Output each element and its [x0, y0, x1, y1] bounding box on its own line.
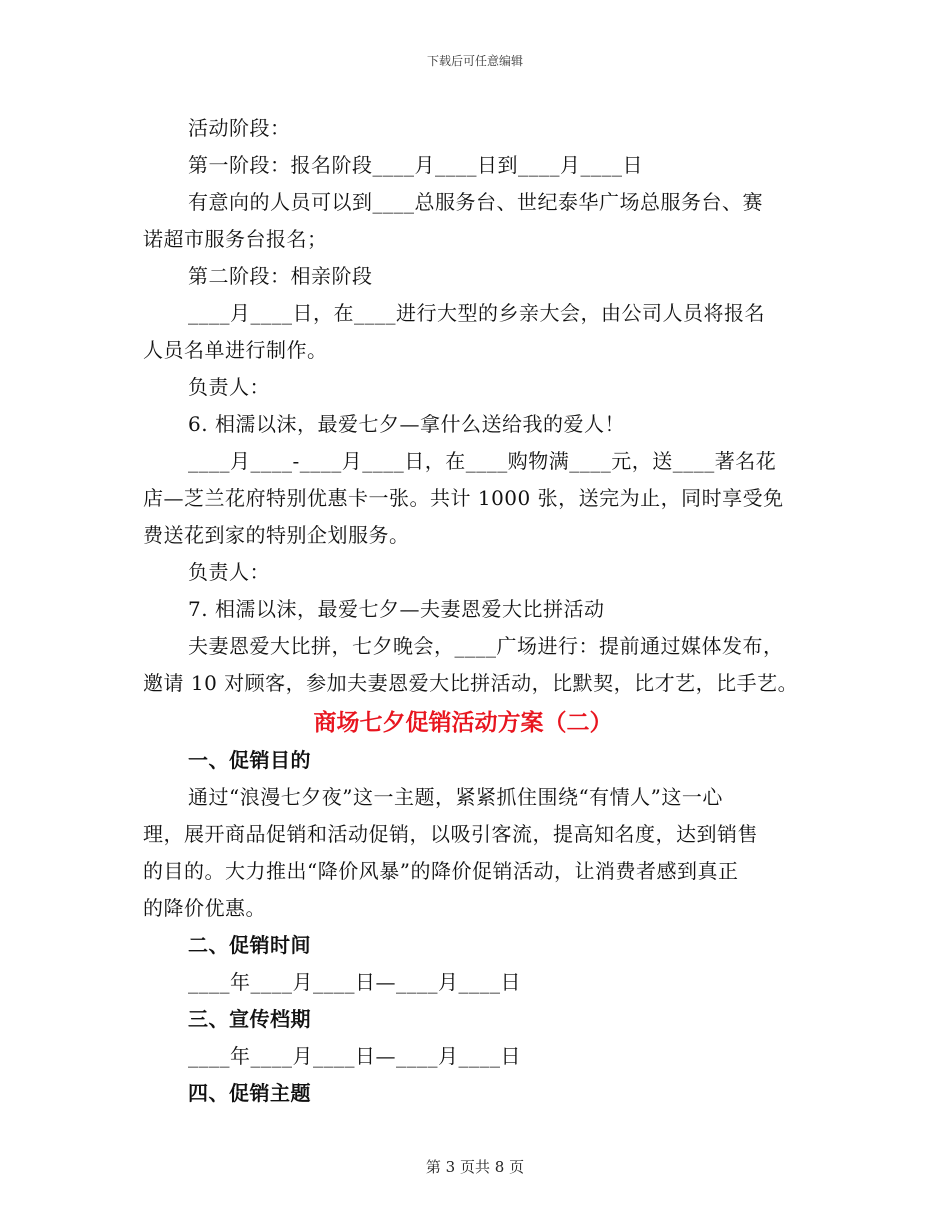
paragraph-line: ____年____月____日—____月____日 — [188, 970, 521, 994]
paragraph-line: 活动阶段： — [188, 116, 291, 140]
page-footer: 第 3 页共 8 页 — [425, 1158, 525, 1176]
section-heading: 四、促销主题 — [188, 1081, 311, 1105]
page-header: 下载后可任意编辑 — [426, 54, 523, 68]
paragraph-line: 店—芝兰花府特别优惠卡一张。共计 1000 张，送完为止，同时享受免 — [143, 486, 784, 510]
paragraph-line: 人员名单进行制作。 — [143, 338, 328, 362]
paragraph-line: 费送花到家的特别企划服务。 — [143, 523, 410, 547]
document-title: 商场七夕促销活动方案（二） — [313, 709, 613, 736]
paragraph-line: 的降价优惠。 — [143, 896, 266, 920]
section-item-title: 7. 相濡以沫，最爱七夕—夫妻恩爱大比拼活动 — [188, 597, 605, 621]
paragraph-line: 理，展开商品促销和活动促销，以吸引客流，提高知名度，达到销售 — [143, 822, 758, 846]
paragraph-line: 诺超市服务台报名； — [143, 227, 328, 251]
section-item-title: 6. 相濡以沫，最爱七夕—拿什么送给我的爱人！ — [188, 412, 625, 436]
section-heading: 一、促销目的 — [188, 748, 311, 772]
document-body — [143, 110, 823, 1112]
paragraph-line: 邀请 10 对顾客，参加夫妻恩爱大比拼活动，比默契，比才艺，比手艺。 — [143, 671, 799, 695]
paragraph-line: 第二阶段：相亲阶段 — [188, 264, 373, 288]
paragraph-line: 通过“浪漫七夕夜”这一主题，紧紧抓住围绕“有情人”这一心 — [188, 785, 723, 809]
paragraph-line: ____月____日，在____进行大型的乡亲大会，由公司人员将报名 — [188, 301, 765, 325]
paragraph-line: ____月____-____月____日，在____购物满____元，送____著名花 — [188, 449, 777, 473]
paragraph-line: 有意向的人员可以到____总服务台、世纪泰华广场总服务台、赛 — [188, 190, 763, 214]
paragraph-line: 负责人： — [188, 375, 270, 399]
paragraph-line: 的目的。大力推出“降价风暴”的降价促销活动，让消费者感到真正 — [143, 859, 739, 883]
section-heading: 二、促销时间 — [188, 933, 311, 957]
paragraph-line: 负责人： — [188, 560, 270, 584]
paragraph-line: 夫妻恩爱大比拼，七夕晚会，____广场进行：提前通过媒体发布， — [188, 634, 784, 658]
paragraph-line: ____年____月____日—____月____日 — [188, 1044, 521, 1068]
section-heading: 三、宣传档期 — [188, 1007, 311, 1031]
paragraph-line: 第一阶段：报名阶段____月____日到____月____日 — [188, 153, 643, 177]
